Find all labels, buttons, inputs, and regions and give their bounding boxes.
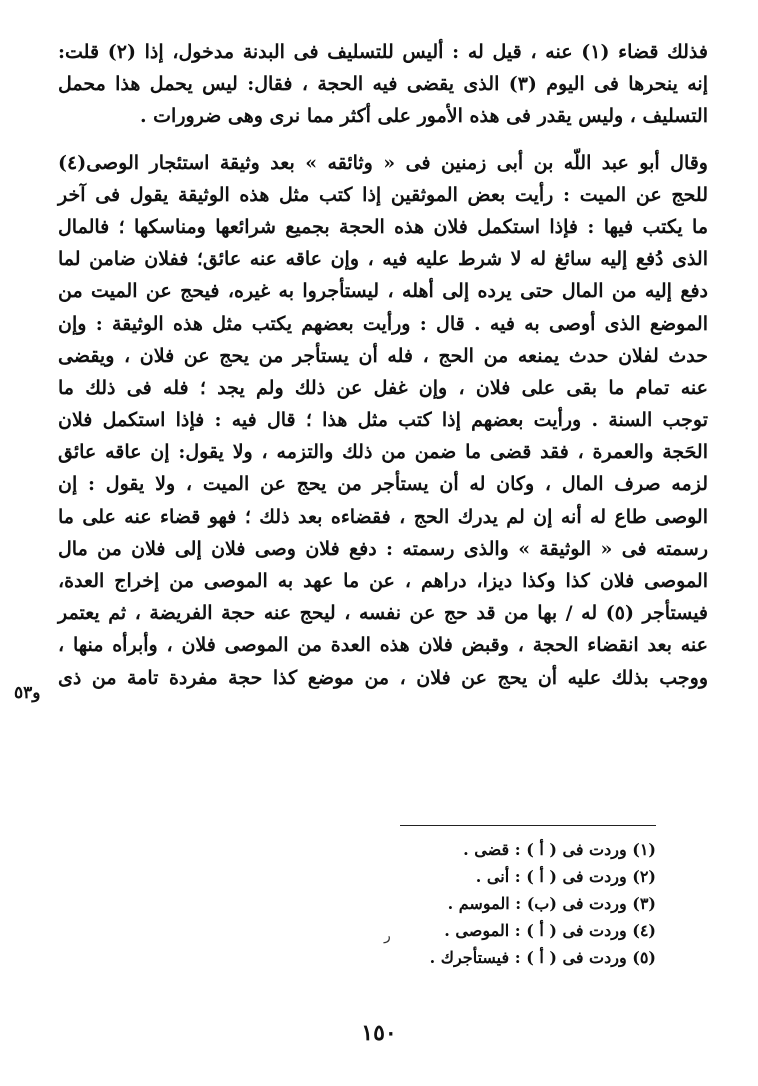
text-line: الذى دُفع إليه سائغ له لا شرط عليه فيه ، وإن عاقه عنه عائق؛ ففلان ضامن لما [58,248,708,271]
text-line: إنه ينحرها فى اليوم (٣) الذى يقضى فيه الحجة ، فقال: ليس يحمل هذا محمل [58,73,708,96]
text-line: ما يكتب فيها : فإذا استكمل فلان هذه الحجة بجميع شرائعها ومناسكها ؛ فالمال [58,215,708,238]
text-line: عنه تمام ما بقى على فلان ، وإن غفل عن ذلك ولم يجد ؛ فله فى ذلك ما [58,376,708,399]
stray-mark: ر [384,928,391,944]
text-line: وقال أبو عبد اللّه بن أبى زمنين فى « وثائقه » بعد وثيقة استئجار الوصى(٤) [58,151,708,174]
text-line: لزمه صرف المال ، وكان له أن يستأجر من يحج عن الميت ، ولا يقول : إن [58,473,708,496]
footnote-item: (٤) وردت فى ( أ ) : الموصى . [444,921,656,940]
footnote-item: (١) وردت فى ( أ ) : قضى . [463,840,656,859]
text-line: الموصى فلان كذا وكذا ديزا، دراهم ، عن ما عهد به الموصى من إخراج العدة، [58,570,708,592]
text-line: حدث لفلان حدث يمنعه من الحج ، فله أن يستأجر من يحج عن فلان ، ويقضى [58,344,708,367]
text-line: الحَجة والعمرة ، فقد قضى ما ضمن من ذلك والتزمه ، ولا يقول: إن عاقه عائق [58,441,708,464]
main-text [58,36,708,694]
text-line: الموضع الذى أوصى به فيه . قال : ورأيت بعضهم يكتب مثل هذه الوثيقة : وإن [58,312,708,335]
footnote-item: (٣) وردت فى (ب) : الموسم . [447,894,656,913]
text-line: الوصى طاع له أنه إن لم يدرك الحج ، فقضاءه بعد ذلك ؛ فهو قضاء عنه على ما [58,505,708,528]
text-line: فيستأجر (٥) له / بها من قد حج عن نفسه ، ليحج عنه حجة الفريضة ، ثم يعتمر [58,602,709,625]
page-number: ١٥٠ [361,1020,397,1046]
text-line: التسليف ، وليس يقدر فى هذه الأمور على أكثر مما نرى وهى ضرورات . [139,105,708,128]
text-line: دفع إليه من المال حتى يرده إلى أهله ، ليستأجروا به غيره، فيحج عن الميت من [58,280,708,303]
text-line: عنه بعد انقضاء الحجة ، وقبض فلان هذه العدة من الموصى فلان ، وأبرأه منها ، [58,634,708,657]
footnote-item: (٢) وردت فى ( أ ) : أنى . [475,867,656,886]
text-line: توجب السنة . ورأيت بعضهم إذا كتب مثل هذا ؛ قال فيه : فإذا استكمل فلان [58,409,708,432]
footnote-item: (٥) وردت فى ( أ ) : فيستأجرك . [429,948,656,967]
text-line: ووجب بذلك عليه أن يحج عن فلان ، من موضع كذا حجة مفردة تامة من ذى [58,666,708,689]
text-line: رسمته فى « الوثيقة » والذى رسمته : دفع فلان وصى فلان إلى فلان من مال [58,537,708,560]
text-line: للحج عن الميت : رأيت بعض الموثقين إذا كتب مثل هذه الوثيقة يقول فى آخر [58,183,708,206]
paragraph-gap [58,133,708,147]
footnotes [326,836,656,971]
margin-folio-note: و٥٣ [14,683,41,703]
text-line: فذلك قضاء (١) عنه ، قيل له : أليس للتسليف فى البدنة مدخول، إذا (٢) قلت: [58,41,708,63]
footnote-separator [400,825,656,826]
